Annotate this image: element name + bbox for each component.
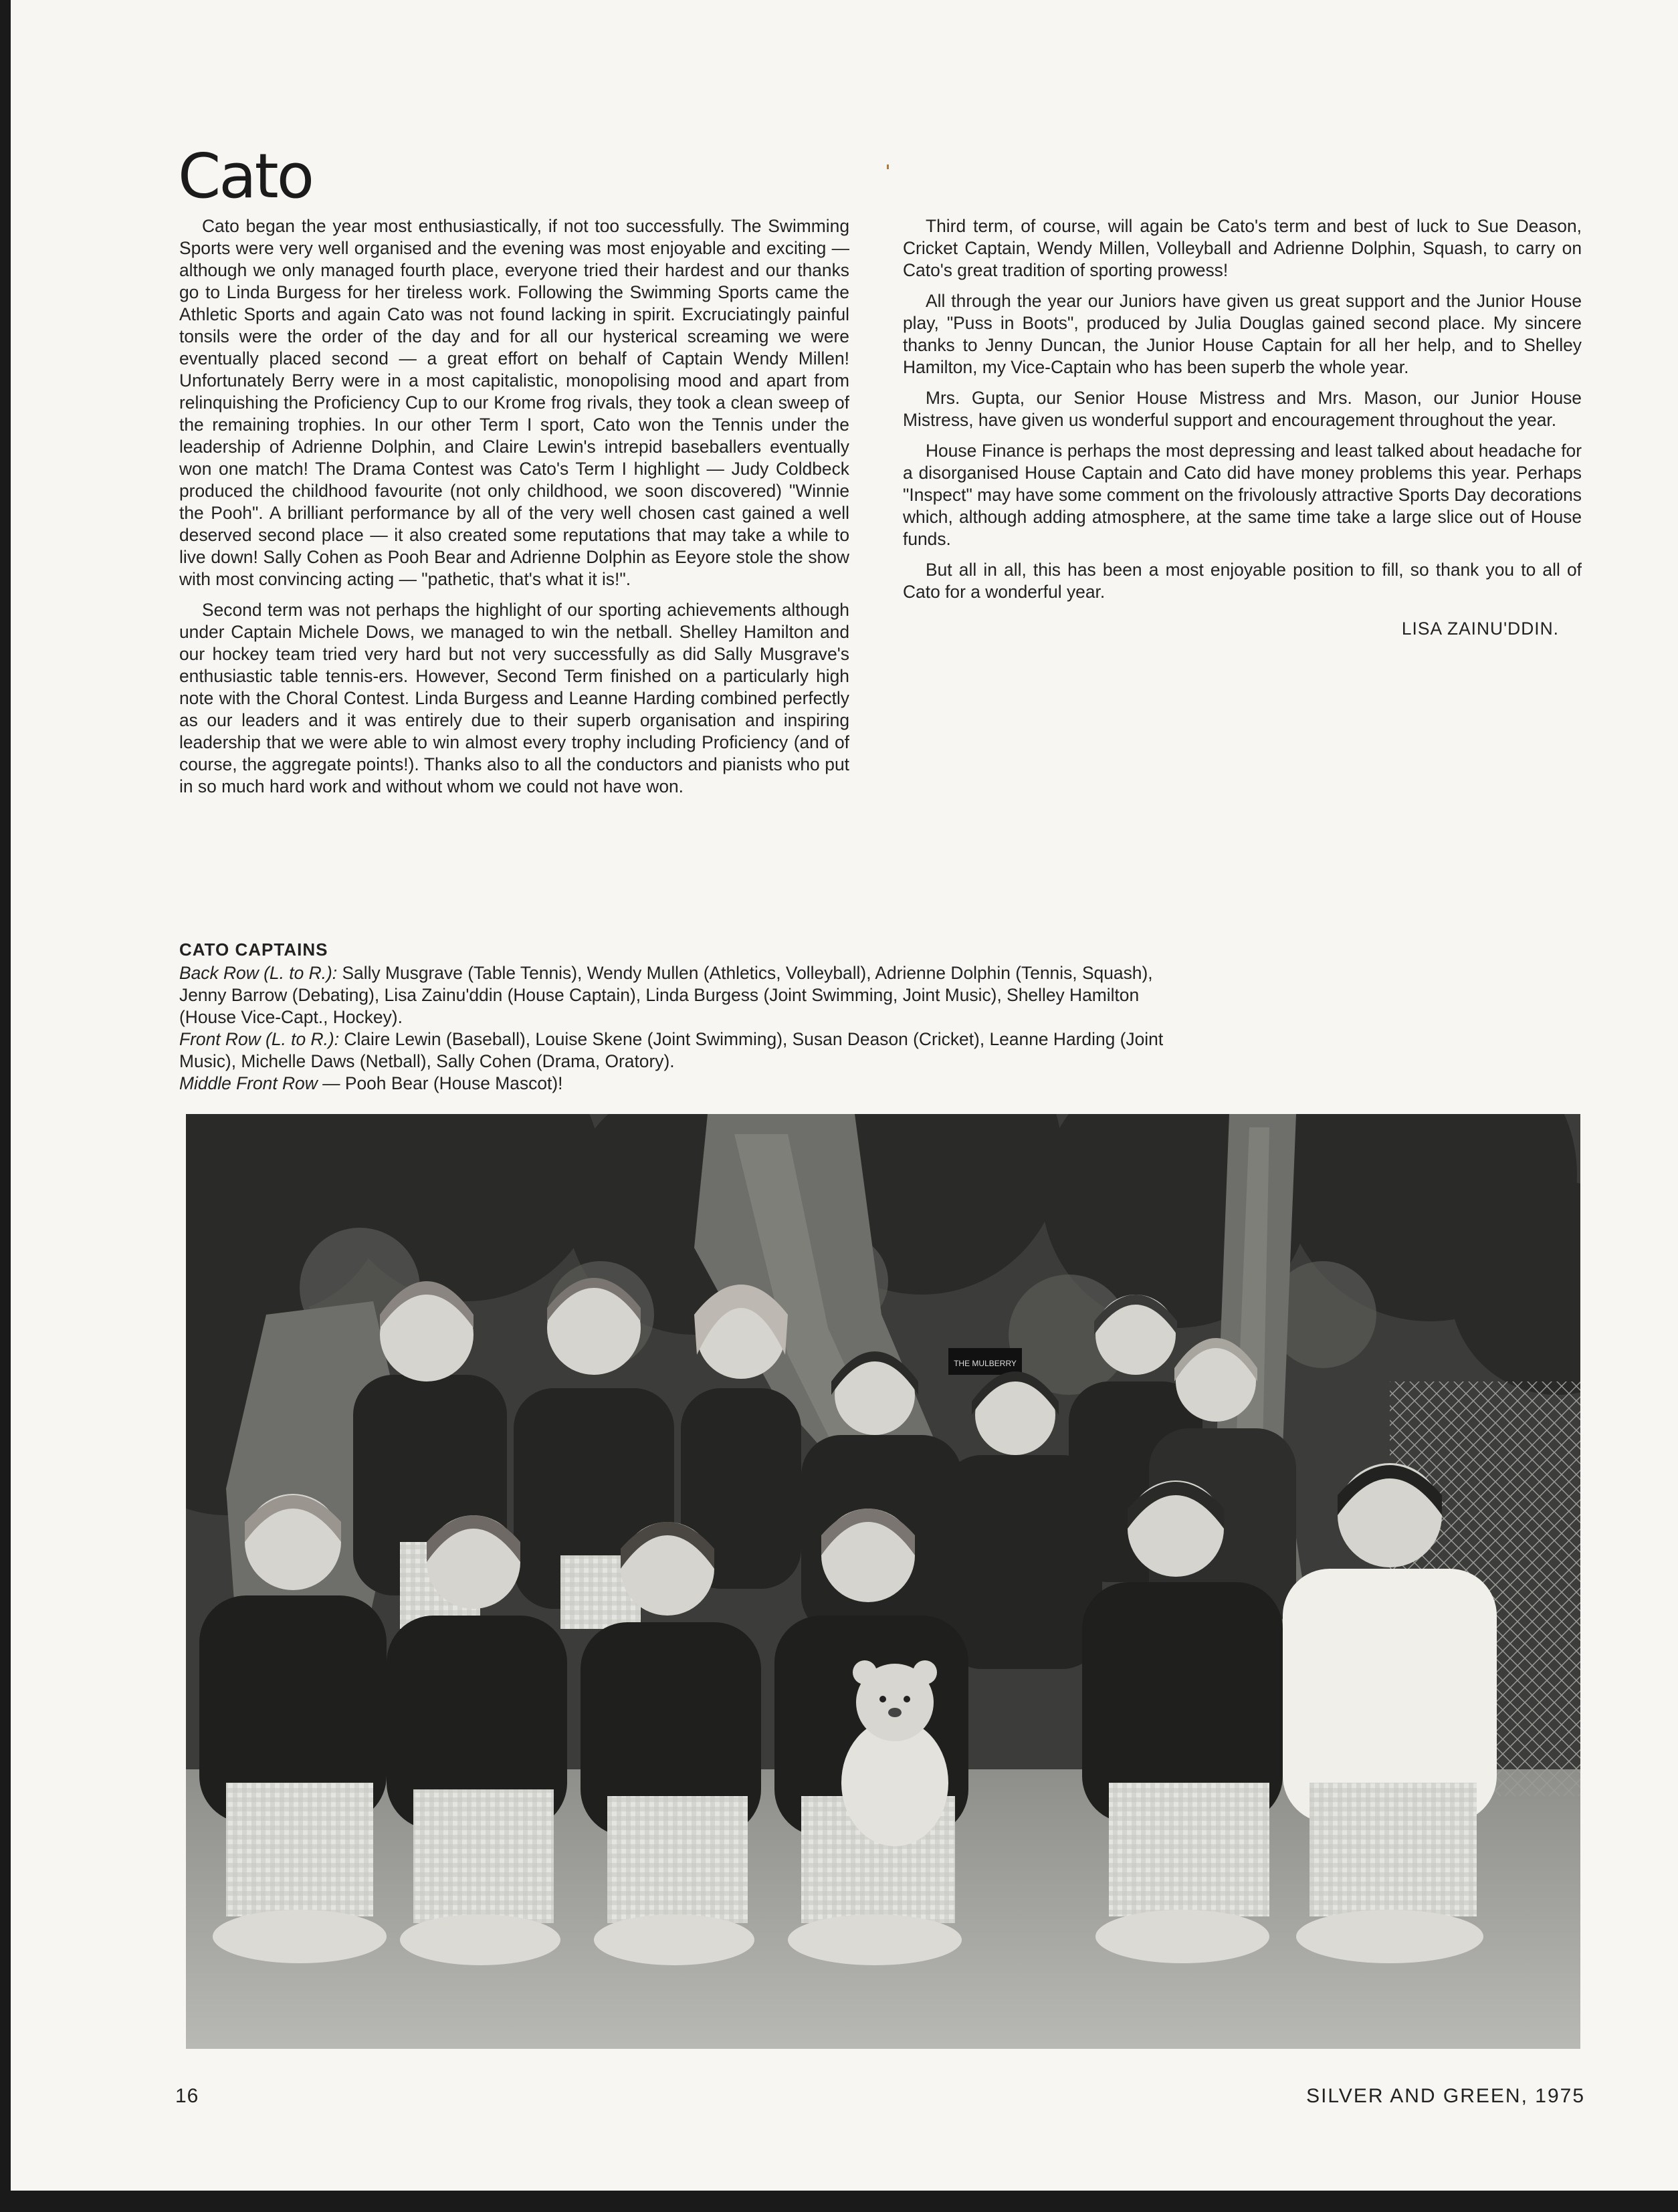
front-row-names: Claire Lewin (Baseball), Louise Skene (Joint Swimming), Susan Deason (Cricket), Leanne Harding (Joint Music), Michelle Daws (Netball), Sally Cohen (Drama, Oratory).: [179, 1029, 1164, 1071]
photo-caption: [179, 939, 1196, 1095]
article-title: Cato: [178, 140, 312, 212]
group-photo: [186, 1114, 1580, 2049]
paragraph: Mrs. Gupta, our Senior House Mistress and Mrs. Mason, our Junior House Mistress, have given us wonderful support and encouragement throughout the year.: [903, 388, 1582, 430]
print-speck: [887, 164, 889, 169]
caption-middle-row: [179, 1073, 1196, 1095]
article-left-column: [179, 215, 849, 806]
back-row-names: Sally Musgrave (Table Tennis), Wendy Mullen (Athletics, Volleyball), Adrienne Dolphin (Tennis, Squash), Jenny Barrow (Debating), Lisa Zainu'ddin (House Captain), Linda Burgess (Joint Swimming, Joint Music), Shelley Hamilton (House Vice-Capt., Hockey).: [179, 963, 1153, 1027]
paragraph: House Finance is perhaps the most depressing and least talked about headache for a disorganised House Captain and Cato did have money problems this year. Perhaps "Inspect" may have some comment on the frivolously attractive Sports Day decorations which, although adding atmosphere, at the same time take a large slice out of House funds.: [903, 441, 1582, 549]
page-number: 16: [175, 2085, 199, 2107]
paragraph: Third term, of course, will again be Cato's term and best of luck to Sue Deason, Cricket Captain, Wendy Millen, Volleyball and Adrienne Dolphin, Squash, to carry on Cato's great tradition of sporting prowess!: [903, 216, 1582, 280]
caption-back-row: [179, 962, 1196, 1028]
article-right-column: [903, 215, 1582, 649]
front-row-label: Front Row (L. to R.):: [179, 1029, 340, 1049]
author-signature: LISA ZAINU'DDIN.: [1401, 619, 1559, 639]
caption-front-row: [179, 1028, 1196, 1073]
yearbook-page: [11, 0, 1678, 2212]
back-row-label: Back Row (L. to R.):: [179, 963, 338, 983]
caption-heading: CATO CAPTAINS: [179, 939, 328, 960]
group-photo-illustration: [186, 1114, 1580, 2049]
middle-row-names: — Pooh Bear (House Mascot)!: [317, 1073, 563, 1093]
paragraph: All through the year our Juniors have given us great support and the Junior House play, "Puss in Boots", produced by Julia Douglas gained second place. My sincere thanks to Jenny Duncan, the Junior House Captain for all her help, and to Shelley Hamilton, my Vice-Captain who has been superb the whole year.: [903, 291, 1582, 377]
paragraph: Cato began the year most enthusiastically, if not too successfully. The Swimming Sports were very well organised and the evening was most enjoyable and exciting — although we only managed fourth place, everyone tried their hardest and our thanks go to Linda Burgess for her tireless work. Following the Swimming Sports came the Athletic Sports and again Cato was not found lacking in spirit. Excruciatingly painful tonsils were the order of the day and for all our hysterical screaming we were eventually placed second — a great effort on behalf of Captain Wendy Millen! Unfortunately Berry were in a most capitalistic, monopolising mood and apart from relinquishing the Proficiency Cup to our Krome frog rivals, they took a clean sweep of the remaining trophies. In our other Term I sport, Cato won the Tennis under the leadership of Adrienne Dolphin, and Claire Lewin's intrepid baseballers eventually won one match! The Drama Contest was Cato's Term I highlight — Judy Coldbeck produced the childhood favourite (not only childhood, we soon discovered) "Winnie the Pooh". A brilliant performance by all of the very well chosen cast gained a well deserved second place — it also created some reputations that may take a while to live down! Sally Cohen as Pooh Bear and Adrienne Dolphin as Eeyore stole the show with most convincing acting — "pathetic, that's what it is!".: [179, 216, 849, 589]
paragraph: Second term was not perhaps the highlight of our sporting achievements although under Captain Michele Dows, we managed to win the netball. Shelley Hamilton and our hockey team tried very hard but not very successfully as did Sally Musgrave's enthusiastic table tennis-ers. However, Second Term finished on a particularly high note with the Choral Contest. Linda Burgess and Leanne Harding combined perfectly as our leaders and it was entirely due to their superb organisation and inspiring leadership that we were able to win almost every trophy including Proficiency (and of course, the aggregate points!). Thanks also to all the conductors and pianists who put in so much hard work and without whom we could not have won.: [179, 600, 849, 796]
paragraph: But all in all, this has been a most enjoyable position to fill, so thank you to all of Cato for a wonderful year.: [903, 560, 1582, 602]
publication-running-title: SILVER AND GREEN, 1975: [1306, 2085, 1585, 2107]
middle-row-label: Middle Front Row: [179, 1073, 318, 1093]
tree-sign-text: THE MULBERRY: [954, 1359, 1017, 1368]
scan-border: [0, 2191, 1678, 2212]
